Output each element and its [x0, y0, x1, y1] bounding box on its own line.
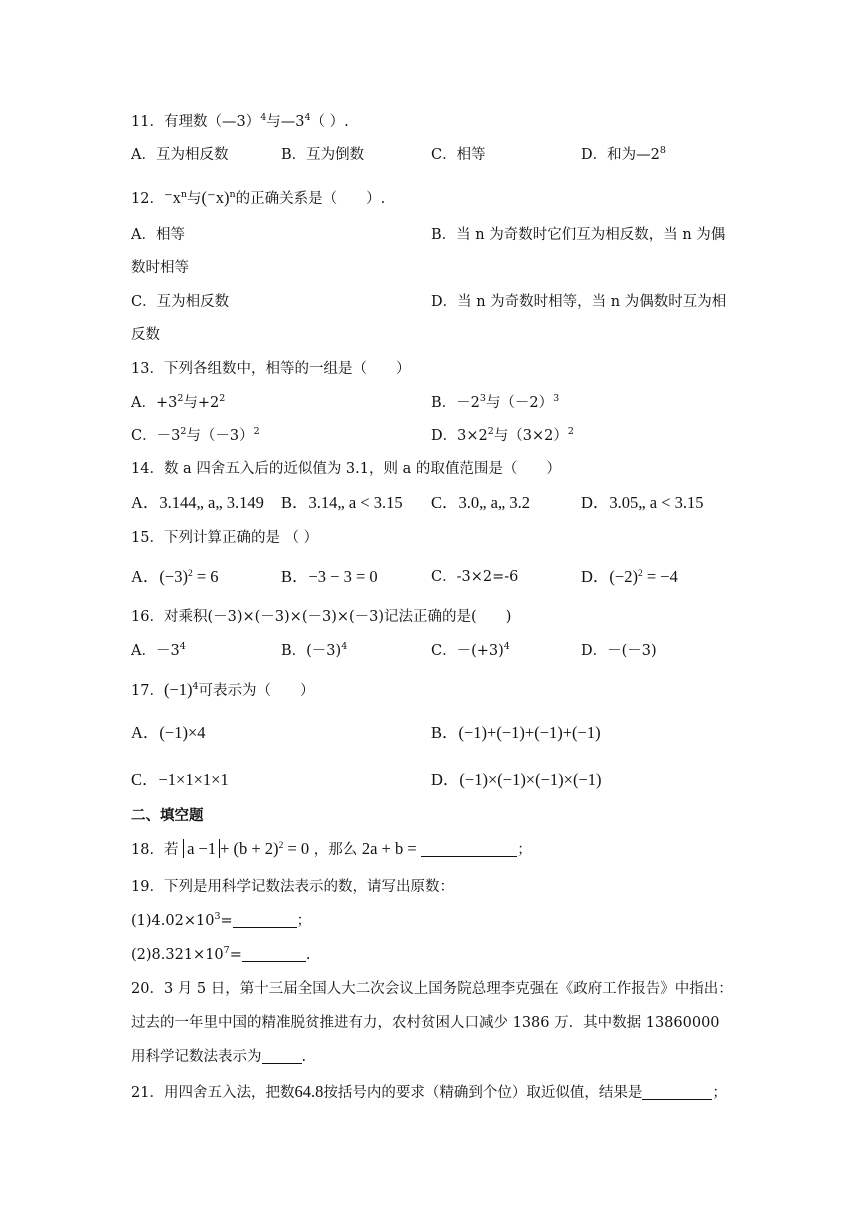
absolute-value-expression: a −1 — [183, 839, 220, 858]
question-12-option-c: C．互为相反数 — [131, 294, 230, 310]
answer-blank[interactable] — [242, 946, 306, 962]
question-17-option-c: C．−1×1×1×1 — [131, 770, 229, 789]
answer-blank[interactable] — [262, 1048, 302, 1064]
question-12-option-b-line1: B．当 n 为奇数时它们互为相反数，当 n 为偶 — [431, 227, 726, 243]
answer-blank[interactable] — [421, 841, 517, 857]
question-13-stem: 13．下列各组数中，相等的一组是（ ） — [131, 361, 411, 377]
question-15-option-d: D．$(-2)^2 = -4$ — [581, 567, 678, 586]
question-17-option-d: D．(−1)×(−1)×(−1)×(−1) — [431, 770, 602, 789]
question-16-option-d: D．－(－3) — [581, 643, 657, 659]
question-13-option-a: A．$+3^2$与$+2^2$ — [131, 393, 226, 411]
question-19-stem: 19．下列是用科学记数法表示的数，请写出原数： — [131, 879, 454, 895]
question-14-option-c: C．3.0„ a„ 3.2 — [431, 493, 530, 512]
question-18-stem: 18．若 $a -1 + (b + 2)^2 = 0$ ，那么 2a + b = ； — [131, 839, 532, 858]
question-12-option-d-line2: 反数 — [131, 327, 160, 343]
question-15-option-a: A．$(-3)^2 = 6$ — [131, 567, 219, 586]
question-19-part-1: $(1)4.02\times 10^3=$ ； — [131, 911, 312, 929]
question-13-option-b: B．$-2^3$与$(-2)^3$ — [431, 393, 560, 411]
question-12-option-b-line2: 数时相等 — [131, 260, 189, 276]
section-heading-fill-in: 二、填空题 — [131, 808, 204, 824]
question-12-stem: 12．$^-x^n$与$(^-x)^n$的正确关系是（ ）. — [131, 188, 386, 207]
question-11-option-b: B．互为倒数 — [281, 147, 365, 163]
question-13-option-d: D．$3\times 2^2$与$(3\times 2)^2$ — [431, 426, 574, 444]
question-11-option-a: A．互为相反数 — [131, 147, 229, 163]
question-14-option-b: B．3.14„ a < 3.15 — [281, 493, 403, 512]
question-16-option-a: A．$-3^4$ — [131, 641, 186, 659]
question-20-line-3: 用科学记数法表示为 . — [131, 1049, 307, 1065]
question-11-option-c: C．相等 — [431, 147, 486, 163]
question-20-line-1: 20．3 月 5 日，第十三届全国人大二次会议上国务院总理李克强在《政府工作报告》中指出： — [131, 981, 733, 997]
question-15-option-b: B．−3 − 3 = 0 — [281, 567, 378, 586]
question-12-option-d-line1: D．当 n 为奇数时相等，当 n 为偶数时互为相 — [431, 294, 727, 310]
question-15-option-c: C．-3×2=-6 — [431, 569, 519, 585]
question-14-stem: 14．数 a 四舍五入后的近似值为 3.1，则 a 的取值范围是（ ） — [131, 461, 561, 477]
question-17-stem: 17．$(-1)^4$可表示为（ ） — [131, 680, 315, 699]
question-16-option-c: C．$-(+3)^4$ — [431, 641, 510, 659]
question-11-option-d: D．和为$—2^8$ — [581, 145, 666, 163]
answer-blank[interactable] — [642, 1084, 712, 1100]
question-13-option-c: C．$-3^2$与$(-3)^2$ — [131, 426, 260, 444]
question-15-stem: 15．下列计算正确的是 （ ） — [131, 530, 319, 546]
question-16-option-b: B．$(-3)^4$ — [281, 641, 348, 659]
question-20-line-2: 过去的一年里中国的精准脱贫推进有力，农村贫困人口减少 1386 万．其中数据 13860000 — [131, 1015, 720, 1031]
question-17-option-a: A．(−1)×4 — [131, 723, 206, 742]
question-14-option-d: D．3.05„ a < 3.15 — [581, 493, 704, 512]
question-12-option-a: A．相等 — [131, 227, 185, 243]
question-17-option-b: B．(−1)+(−1)+(−1)+(−1) — [431, 723, 601, 742]
question-19-part-2: $(2)8.321\times 10^7=$ . — [131, 945, 311, 963]
question-11-stem: 11．有理数（—3）$^4$与$—3^4$（ ）. — [131, 112, 349, 130]
question-21-stem: 21．用四舍五入法，把数64.8按括号内的要求（精确到个位）取近似值，结果是 ； — [131, 1082, 727, 1101]
question-16-stem: 16．对乘积(－3)×(－3)×(－3)×(－3)记法正确的是( ) — [131, 609, 512, 625]
answer-blank[interactable] — [233, 912, 297, 928]
question-14-option-a: A．3.144„ a„ 3.149 — [131, 493, 264, 512]
